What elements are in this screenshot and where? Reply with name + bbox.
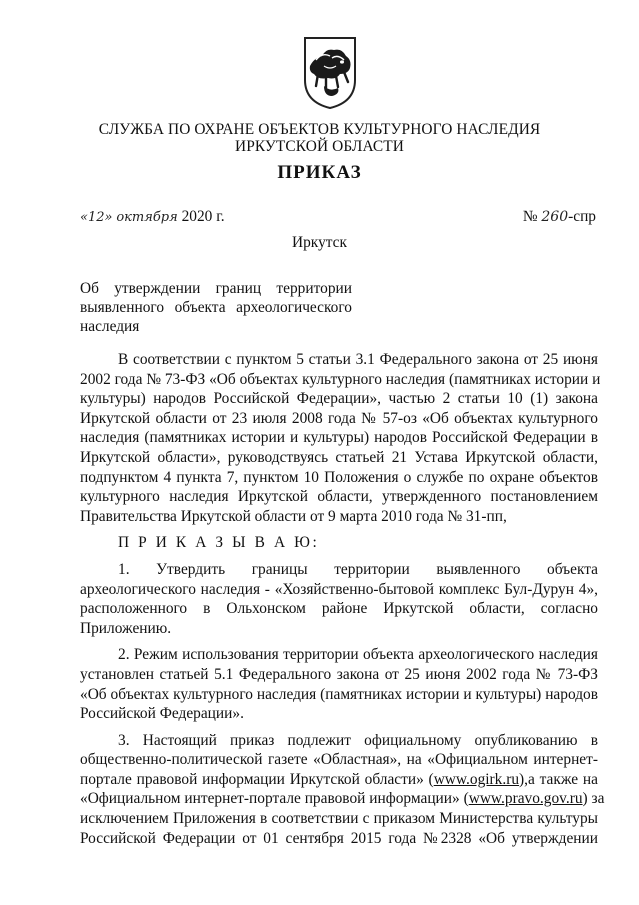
coat-of-arms-emblem	[302, 36, 358, 110]
number-prefix: №	[522, 208, 538, 225]
text-line: наследия (памятниках истории и культуры) народов Российской Федерации в	[80, 429, 598, 447]
item-3-paragraph	[80, 731, 605, 849]
text-line: Приложению.	[80, 619, 172, 637]
text-line	[80, 770, 598, 790]
preamble-paragraph	[80, 350, 601, 526]
text-fragment: «Официальном интернет-портале правовой информации» (	[80, 790, 469, 808]
subject-line: Об утверждении границ территории	[80, 280, 352, 297]
text-line: Российской Федерации».	[80, 705, 244, 723]
subject-line: выявленного объекта археологического	[80, 299, 352, 316]
text-line: В соответствии с пунктом 5 статьи 3.1 Федерального закона от 25 июня	[118, 351, 598, 368]
text-line: 2002 года № 73-ФЗ «Об объектах культурного наследия (памятниках истории и	[80, 370, 601, 388]
text-line: 1. Утвердить границы территории выявленного объекта	[118, 560, 598, 578]
text-line: общественно-политической газете «Областная», на «Официальном интернет-	[80, 751, 598, 769]
order-date	[80, 208, 225, 226]
date-month: октября	[116, 210, 178, 225]
date-day: «12»	[80, 210, 113, 225]
number-suffix: -спр	[568, 208, 596, 225]
text-line: культуры) народов Российской Федерации», частью 2 статьи 10 (1) закона	[80, 390, 598, 408]
date-year: 2020 г.	[181, 208, 225, 225]
text-fragment: ) за	[582, 790, 605, 808]
ogirk-link[interactable]: www.ogirk.ru	[433, 770, 520, 788]
text-line: Российской Федерации от 01 сентября 2015 года №2328 «Об утверждении	[80, 829, 598, 847]
order-subject	[80, 279, 352, 336]
text-line: исключением Приложения в соответствии с приказом Министерства культуры	[80, 810, 598, 828]
order-body	[80, 350, 605, 848]
pravo-link[interactable]: www.pravo.gov.ru	[468, 790, 583, 808]
item-1-paragraph	[80, 560, 598, 638]
text-line: «Об объектах культурного наследия (памятниках истории и культуры) народов	[80, 685, 598, 703]
text-line: установлен статьей 5.1 Федерального закона от 25 июня 2002 года № 73-ФЗ	[80, 665, 598, 683]
text-fragment: ),а также на	[519, 770, 598, 788]
text-line: Правительства Иркутской области от 9 марта 2010 года № 31-пп,	[80, 507, 507, 525]
department-name-line1: СЛУЖБА ПО ОХРАНЕ ОБЪЕКТОВ КУЛЬТУРНОГО НАСЛЕДИЯ	[98, 121, 541, 138]
text-line: культурного наследия Иркутской области, утвержденного постановлением	[80, 488, 598, 506]
city: Иркутск	[292, 234, 347, 251]
text-line: подпунктом 4 пункта 7, пунктом 10 Положения о службе по охране объектов	[80, 468, 598, 486]
text-line: 3. Настоящий приказ подлежит официальному опубликованию в	[118, 731, 598, 749]
text-line: археологического наследия - «Хозяйственно-бытовой комплекс Бул-Дурун 4»,	[80, 580, 598, 598]
order-directive-word: П Р И К А З Ы В А Ю:	[118, 534, 320, 552]
text-line	[80, 789, 605, 809]
text-line: 2. Режим использования территории объекта археологического наследия	[118, 646, 598, 664]
item-2-paragraph	[80, 645, 598, 723]
subject-line: наследия	[80, 318, 140, 335]
text-line: расположенного в Ольхонском районе Иркутской области, согласно	[80, 600, 598, 618]
department-name-line2: ИРКУТСКОЙ ОБЛАСТИ	[235, 138, 404, 155]
order-number	[523, 208, 596, 226]
text-fragment: портале правовой информации Иркутской области» (	[80, 770, 434, 788]
document-title: ПРИКАЗ	[277, 162, 362, 183]
text-line: Иркутской области от 23 июля 2008 года № 57-оз «Об объектах культурного	[80, 409, 598, 427]
number-value: 260	[541, 209, 569, 225]
text-line: Иркутской области», руководствуясь статьей 21 Устава Иркутской области,	[80, 448, 598, 466]
